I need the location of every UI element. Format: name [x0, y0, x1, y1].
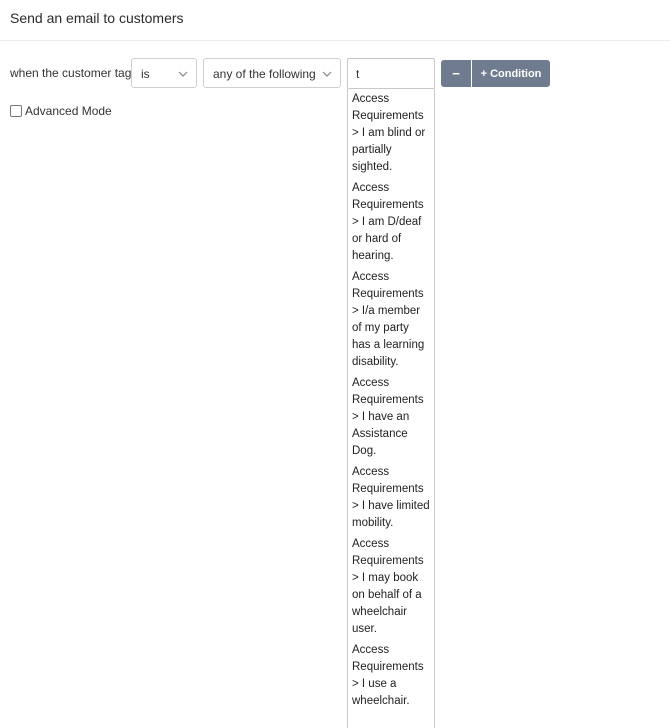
dropdown-option[interactable]: Access Requirements > I use a wheelchair.: [352, 644, 424, 707]
dropdown-option[interactable]: Access Requirements > I/a member of my party has a learning disability.: [352, 271, 425, 368]
remove-condition-button[interactable]: −: [441, 60, 471, 87]
dropdown-option[interactable]: Access Requirements > I am blind or partially sighted.: [352, 93, 426, 173]
dropdown-option[interactable]: Access Requirements > I have limited mobility.: [352, 466, 430, 529]
chevron-down-icon: [178, 70, 188, 78]
advanced-mode-checkbox[interactable]: [10, 105, 22, 117]
tag-search-input[interactable]: [347, 58, 435, 89]
match-type-select[interactable]: [203, 58, 341, 88]
operator-select-value: is: [141, 67, 150, 81]
page-header: [0, 0, 670, 41]
advanced-mode-label: Advanced Mode: [25, 104, 112, 118]
add-condition-button[interactable]: + Condition: [472, 60, 550, 87]
advanced-mode-toggle[interactable]: [10, 104, 112, 118]
operator-select[interactable]: [131, 58, 197, 88]
match-type-select-value: any of the following: [213, 67, 316, 81]
condition-label: when the customer tag: [10, 66, 132, 80]
page-title: Send an email to customers: [10, 10, 184, 26]
tag-suggestions-dropdown[interactable]: [347, 89, 435, 728]
chevron-down-icon: [322, 70, 332, 78]
dropdown-option[interactable]: Access Requirements > I have an Assistance Dog.: [352, 377, 424, 457]
dropdown-option[interactable]: Access Requirements > I am D/deaf or hard of hearing.: [352, 182, 424, 262]
dropdown-option[interactable]: Access Requirements > I may book on behalf of a wheelchair user.: [352, 538, 424, 635]
